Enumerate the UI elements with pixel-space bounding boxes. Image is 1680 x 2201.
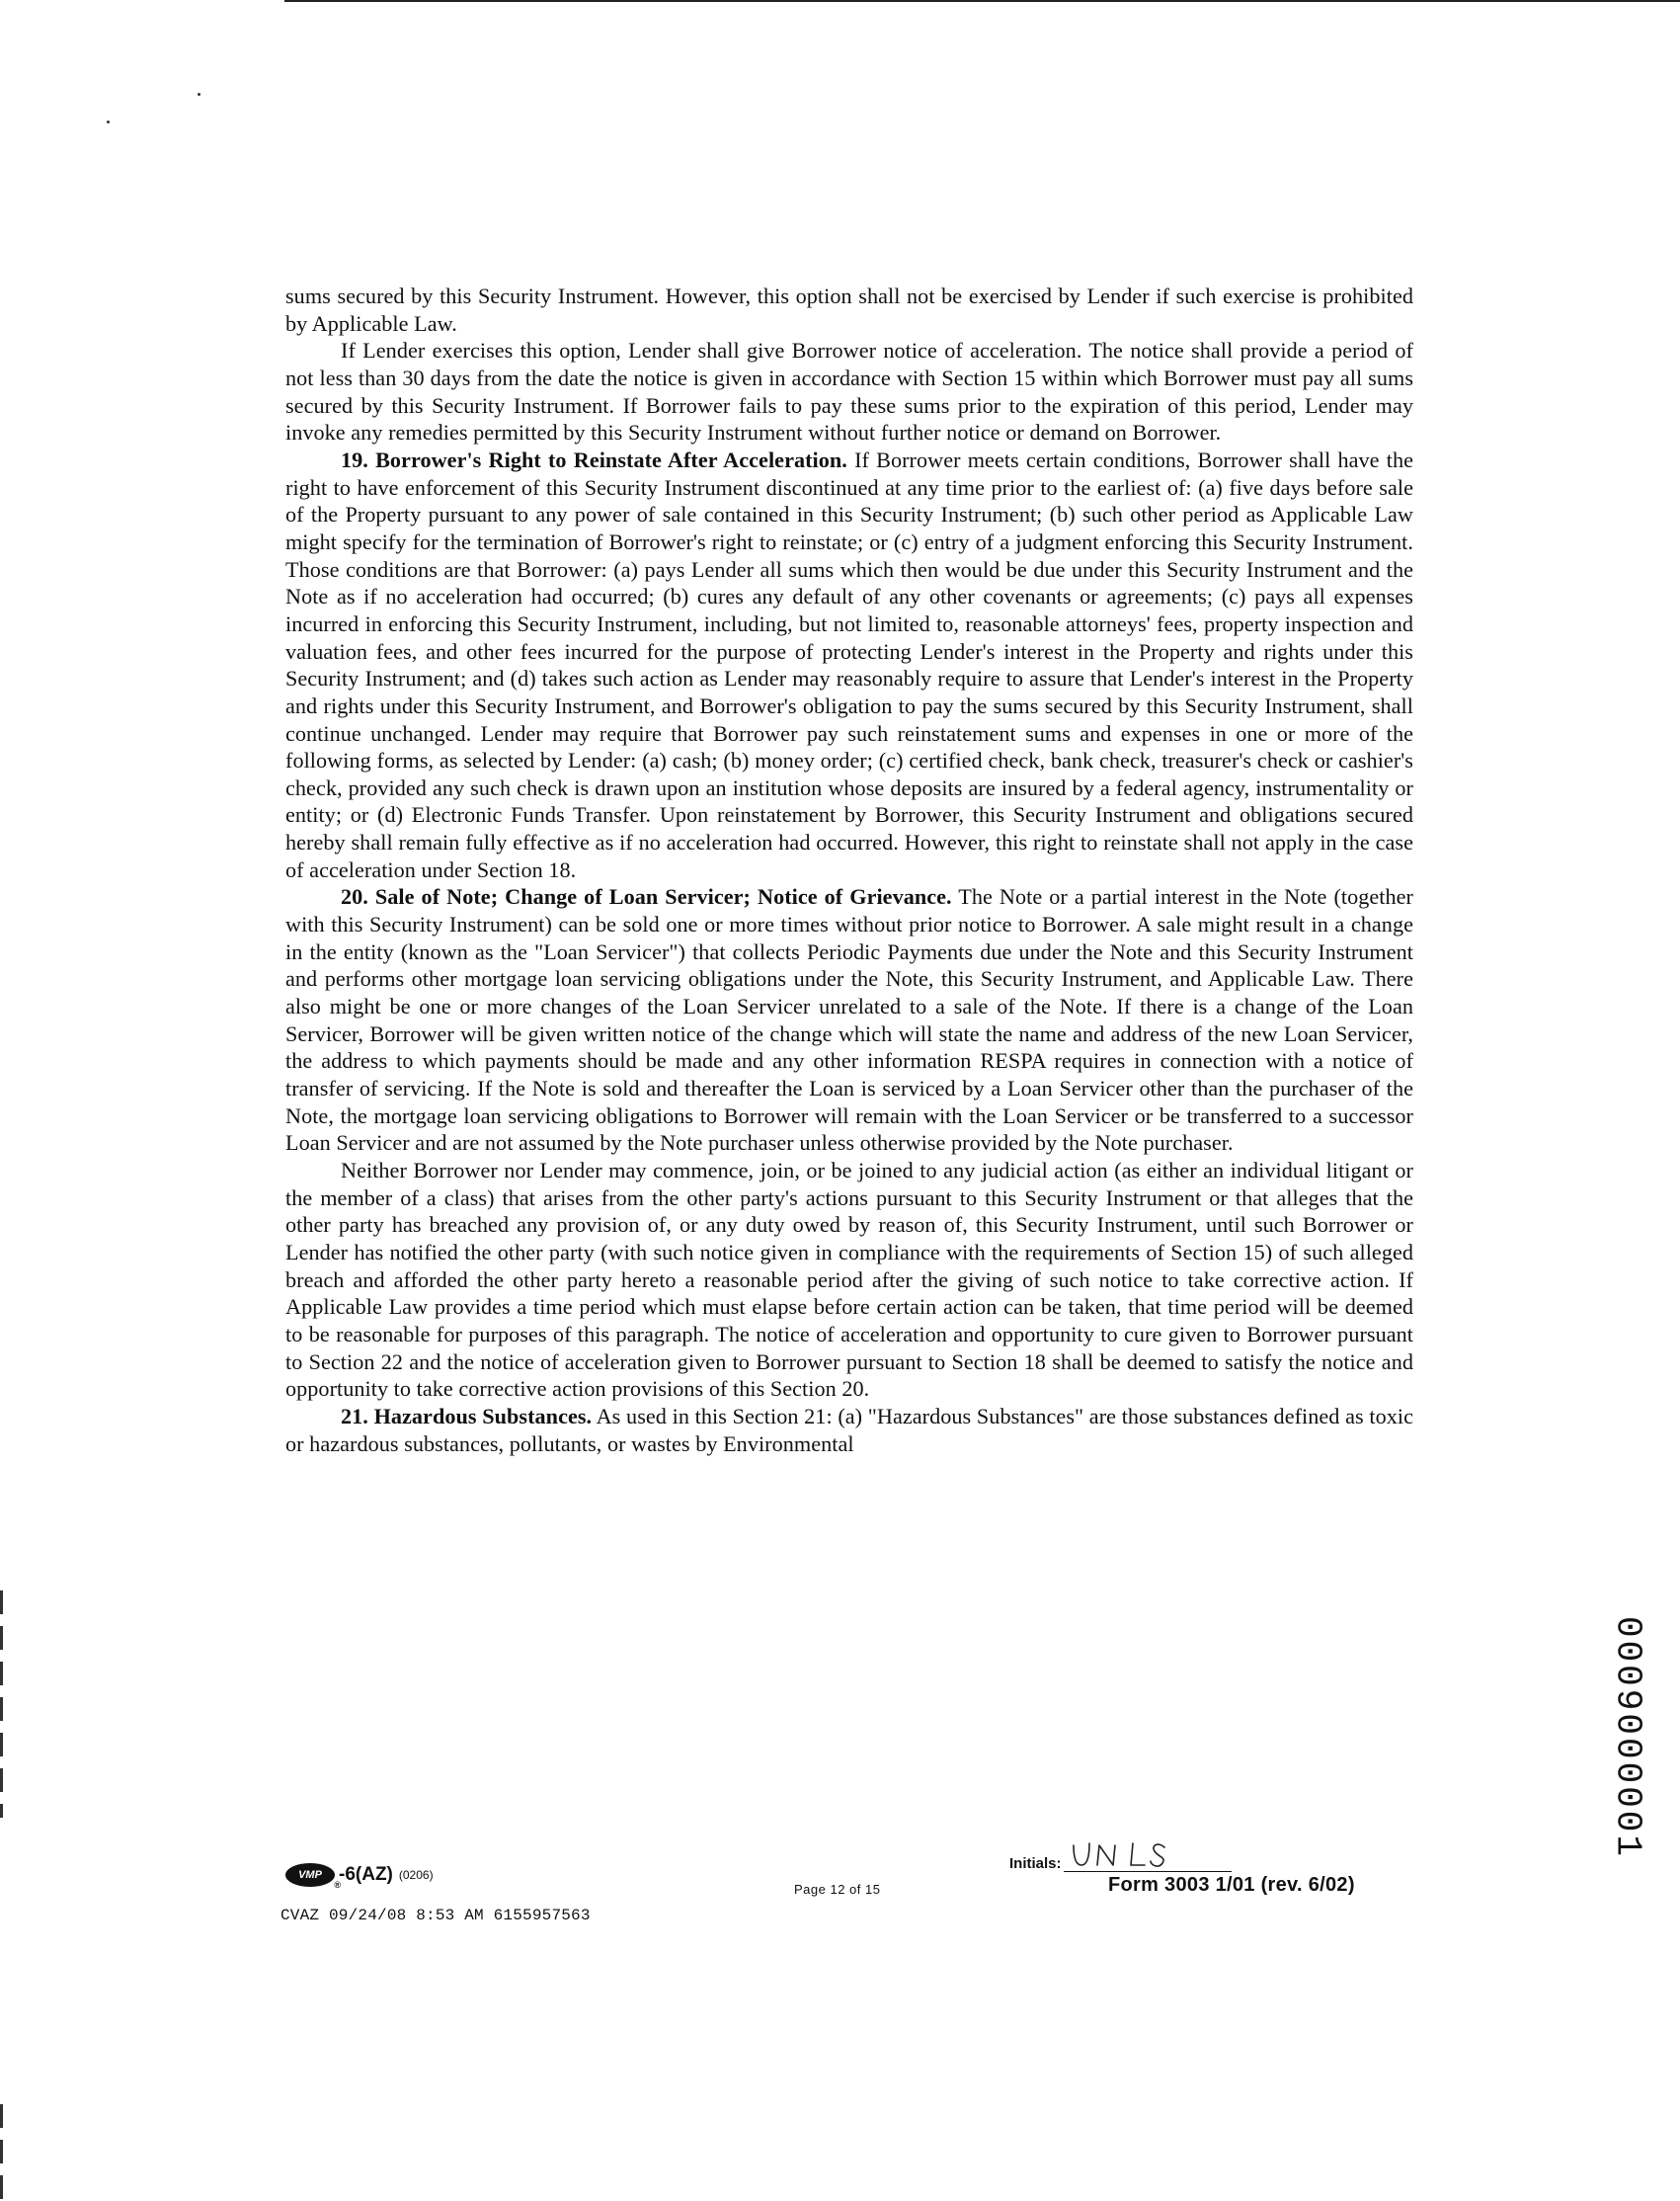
section-21-paragraph xyxy=(285,1403,1413,1457)
top-border-line xyxy=(284,0,1680,2)
initials-signature xyxy=(1070,1839,1188,1871)
paragraph-text: Neither Borrower nor Lender may commence, join, or be joined to any judicial action (as either an individual litigant or the member of a class) that arises from the other party's actions pursuant to this Security Instrument or that alleges that the other party has breached any provision of, or any duty owed by reason of, this Security Instrument, until such Borrower or Lender has notified the other party (with such notice given in compliance with the requirements of Section 15) of such alleged breach and afforded the other party hereto a reasonable period after the giving of such notice to take corrective action. If Applicable Law provides a time period which must elapse before certain action can be taken, that time period will be deemed to be reasonable for purposes of this paragraph. The notice of acceleration and opportunity to cure given to Borrower pursuant to Section 22 and the notice of acceleration given to Borrower pursuant to Section 18 shall be deemed to satisfy the notice and opportunity to take corrective action provisions of this Section 20. xyxy=(285,1158,1413,1402)
section-20-paragraph xyxy=(285,883,1413,1157)
paragraph-0 xyxy=(285,283,1413,337)
form-code-block xyxy=(285,1863,434,1890)
paragraph-text: sums secured by this Security Instrument. However, this option shall not be exercised by Lender if such exercise is prohibited by Applicable Law. xyxy=(285,284,1413,336)
section-19-paragraph xyxy=(285,447,1413,884)
section-21-heading: 21. Hazardous Substances. xyxy=(341,1403,593,1428)
paragraph-text: If Lender exercises this option, Lender shall give Borrower notice of acceleration. The notice shall provide a period of not less than 30 days from the date the notice is given in accordance with Section 15 within which Borrower must pay all sums secured by this Security Instrument. If Borrower fails to pay these sums prior to the expiration of this period, Lender may invoke any remedies permitted by this Security Instrument without further notice or demand on Borrower. xyxy=(285,338,1413,446)
side-stamp xyxy=(1598,1598,1657,1877)
page-number: Page 12 of 15 xyxy=(794,1882,881,1897)
section-19-heading: 19. Borrower's Right to Reinstate After Acceleration. xyxy=(341,447,847,472)
initials-label: Initials: xyxy=(1009,1855,1062,1872)
section-20-heading: 20. Sale of Note; Change of Loan Servicer; Notice of Grievance. xyxy=(341,884,952,910)
left-margin-marks xyxy=(0,1590,3,1818)
print-timestamp: CVAZ 09/24/08 8:53 AM 6155957563 xyxy=(280,1907,591,1924)
initials-block xyxy=(1009,1839,1232,1872)
side-stamp-number: 0009000001 xyxy=(1607,1615,1648,1860)
form-identifier: Form 3003 1/01 (rev. 6/02) xyxy=(1108,1874,1355,1896)
vmp-logo-text: VMP xyxy=(298,1869,322,1881)
paragraph-4 xyxy=(285,1157,1413,1403)
form-code: -6(AZ) xyxy=(339,1864,393,1885)
paragraph-1 xyxy=(285,337,1413,447)
document-body xyxy=(285,283,1413,1457)
initials-signature-line xyxy=(1064,1839,1232,1872)
scan-speck xyxy=(107,121,110,123)
scan-speck xyxy=(198,93,200,96)
form-date: (0206) xyxy=(398,1868,434,1882)
left-margin-marks xyxy=(0,2104,3,2201)
paragraph-text: As used in this Section 21: (a) "Hazardous Substances" are those substances defined as toxic or hazardous substances, pollutants, or wastes by Environmental xyxy=(285,1403,1413,1456)
registered-mark: ® xyxy=(334,1880,341,1890)
paragraph-text: If Borrower meets certain conditions, Borrower shall have the right to have enforcement of this Security Instrument discontinued at any time prior to the earliest of: (a) five days before sale of the Property pursuant to any power of sale contained in this Security Instrument; (b) such other period as Applicable Law might specify for the termination of Borrower's right to reinstate; or (c) entry of a judgment enforcing this Security Instrument. Those conditions are that Borrower: (a) pays Lender all sums which then would be due under this Security Instrument and the Note as if no acceleration had occurred; (b) cures any default of any other covenants or agreements; (c) pays all expenses incurred in enforcing this Security Instrument, including, but not limited to, reasonable attorneys' fees, property inspection and valuation fees, and other fees incurred for the purpose of protecting Lender's interest in the Property and rights under this Security Instrument; and (d) takes such action as Lender may reasonably require to assure that Lender's interest in the Property and rights under this Security Instrument, and Borrower's obligation to pay the sums secured by this Security Instrument, shall continue unchanged. Lender may require that Borrower pay such reinstatement sums and expenses in one or more of the following forms, as selected by Lender: (a) cash; (b) money order; (c) certified check, bank check, treasurer's check or cashier's check, provided any such check is drawn upon an institution whose deposits are insured by a federal agency, instrumentality or entity; or (d) Electronic Funds Transfer. Upon reinstatement by Borrower, this Security Instrument and obligations secured hereby shall remain fully effective as if no acceleration had occurred. However, this right to reinstate shall not apply in the case of acceleration under Section 18. xyxy=(285,447,1413,882)
vmp-logo xyxy=(285,1863,341,1890)
paragraph-text: The Note or a partial interest in the Note (together with this Security Instrument) can be sold one or more times without prior notice to Borrower. A sale might result in a change in the entity (known as the "Loan Servicer") that collects Periodic Payments due under the Note and this Security Instrument and performs other mortgage loan servicing obligations under the Note, this Security Instrument, and Applicable Law. There also might be one or more changes of the Loan Servicer unrelated to a sale of the Note. If there is a change of the Loan Servicer, Borrower will be given written notice of the change which will state the name and address of the new Loan Servicer, the address to which payments should be made and any other information RESPA requires in connection with a notice of transfer of servicing. If the Note is sold and thereafter the Loan is serviced by a Loan Servicer other than the purchaser of the Note, the mortgage loan servicing obligations to Borrower will remain with the Loan Servicer or be transferred to a successor Loan Servicer and are not assumed by the Note purchaser unless otherwise provided by the Note purchaser. xyxy=(285,884,1413,1156)
